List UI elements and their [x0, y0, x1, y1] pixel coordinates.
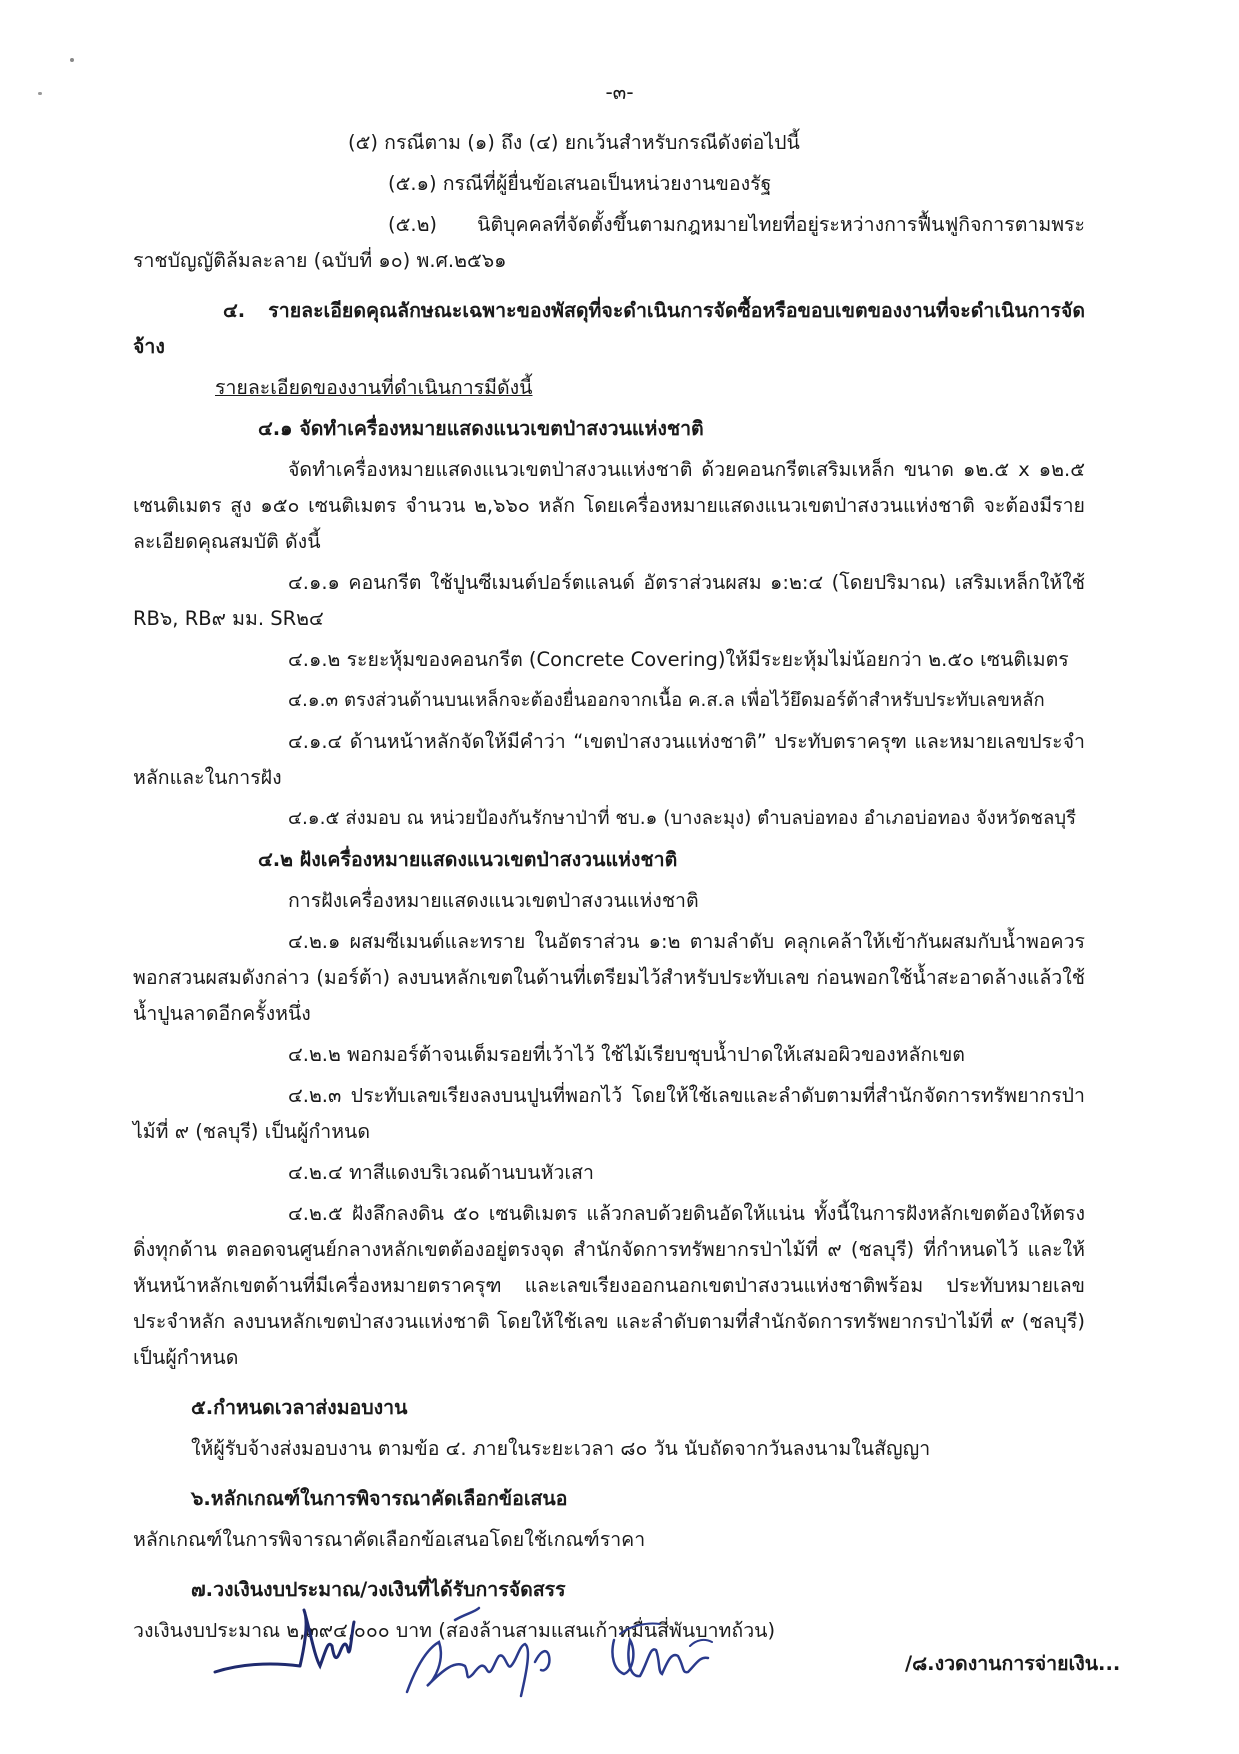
section-4-1-5: ๔.๑.๕ ส่งมอบ ณ หน่วยป้องกันรักษาป่าที่ ชบ.๑ (บางละมุง) ตำบลบ่อทอง อำเภอบ่อทอง จังหวัดชลบุรี	[288, 808, 1077, 829]
section-6-heading: ๖.หลักเกณฑ์ในการพิจารณาคัดเลือกข้อเสนอ	[191, 1487, 568, 1510]
document-body	[133, 125, 1085, 1654]
section-4-1-1: ๔.๑.๑ คอนกรีต ใช้ปูนซีเมนต์ปอร์ตแลนด์ อัตราส่วนผสม ๑:๒:๔ (โดยปริมาณ) เสริมเหล็กให้ใช้ RB๖, RB๙ มม. SR๒๔	[133, 571, 1085, 630]
section-4-2-2: ๔.๒.๒ พอกมอร์ต้าจนเต็มรอยที่เว้าไว้ ใช้ไม้เรียบชุบน้ำปาดให้เสมอผิวของหลักเขต	[288, 1043, 965, 1066]
section-5-heading: ๕.กำหนดเวลาส่งมอบงาน	[191, 1396, 408, 1419]
section-4-1-2: ๔.๑.๒ ระยะหุ้มของคอนกรีต (Concrete Covering)ให้มีระยะหุ้มไม่น้อยกว่า ๒.๕๐ เซนติเมตร	[288, 648, 1069, 671]
signature-3	[600, 1600, 730, 1700]
section-4-1-heading: ๔.๑ จัดทำเครื่องหมายแสดงแนวเขตป่าสงวนแห่งชาติ	[258, 417, 704, 440]
section-4-2-intro: การฝังเครื่องหมายแสดงแนวเขตป่าสงวนแห่งชาติ	[288, 889, 699, 912]
section-5-text: ให้ผู้รับจ้างส่งมอบงาน ตามข้อ ๔. ภายในระยะเวลา ๘๐ วัน นับถัดจากวันลงนามในสัญญา	[191, 1437, 931, 1460]
section-4-1-3: ๔.๑.๓ ตรงส่วนด้านบนเหล็กจะต้องยื่นออกจากเนื้อ ค.ส.ล เพื่อไว้ยึดมอร์ต้าสำหรับประทับเลขหลัก	[288, 690, 1045, 711]
page-number: -๓-	[605, 80, 634, 104]
item-5: (๕) กรณีตาม (๑) ถึง (๔) ยกเว้นสำหรับกรณีดังต่อไปนี้	[348, 131, 800, 154]
section-4-2-heading: ๔.๒ ฝังเครื่องหมายแสดงแนวเขตป่าสงวนแห่งชาติ	[258, 848, 678, 871]
section-4-2-4: ๔.๒.๔ ทาสีแดงบริเวณด้านบนหัวเสา	[288, 1161, 594, 1184]
item-5-2: (๕.๒) นิติบุคคลที่จัดตั้งขึ้นตามกฎหมายไทยที่อยู่ระหว่างการฟื้นฟูกิจการตามพระราชบัญญัติล้มละลาย (ฉบับที่ ๑๐) พ.ศ.๒๕๖๑	[133, 213, 1085, 272]
signature-2	[395, 1600, 595, 1710]
section-4-subheading: รายละเอียดของงานที่ดำเนินการมีดังนี้	[215, 376, 533, 399]
section-4-1-4: ๔.๑.๔ ด้านหน้าหลักจัดให้มีคำว่า “เขตป่าสงวนแห่งชาติ” ประทับตราครุฑ และหมายเลขประจำหลักและในการฝัง	[133, 730, 1085, 789]
section-4-2-5: ๔.๒.๕ ฝังลึกลงดิน ๕๐ เซนติเมตร แล้วกลบด้วยดินอัดให้แน่น ทั้งนี้ในการฝังหลักเขตต้องให้ตรงดิ่งทุกด้าน ตลอดจนศูนย์กลางหลักเขตต้องอยู่ตรงจุด สำนักจัดการทรัพยากรป่าไม้ที่ ๙ (ชลบุรี) ที่กำหนดไว้ และให้หันหน้าหลักเขตด้านที่มีเครื่องหมายตราครุฑ และเลขเรียงออกนอกเขตป่าสงวนแห่งชาติพร้อม ประทับหมายเลขประจำหลัก ลงบนหลักเขตป่าสงวนแห่งชาติ โดยให้ใช้เลข และลำดับตามที่สำนักจัดการทรัพยากรป่าไม้ที่ ๙ (ชลบุรี) เป็นผู้กำหนด	[133, 1202, 1085, 1369]
item-5-1: (๕.๑) กรณีที่ผู้ยื่นข้อเสนอเป็นหน่วยงานของรัฐ	[388, 172, 772, 195]
section-4-2-3: ๔.๒.๓ ประทับเลขเรียงลงบนปูนที่พอกไว้ โดยให้ใช้เลขและลำดับตามที่สำนักจัดการทรัพยากรป่าไม้ที่ ๙ (ชลบุรี) เป็นผู้กำหนด	[133, 1084, 1085, 1143]
signature-1	[210, 1600, 380, 1700]
section-6-text: หลักเกณฑ์ในการพิจารณาคัดเลือกข้อเสนอโดยใช้เกณฑ์ราคา	[133, 1528, 646, 1551]
section-7-heading: ๗.วงเงินงบประมาณ/วงเงินที่ได้รับการจัดสรร	[191, 1578, 566, 1601]
section-4-heading: ๔. รายละเอียดคุณลักษณะเฉพาะของพัสดุที่จะดำเนินการจัดซื้อหรือขอบเขตของงานที่จะดำเนินการจัดจ้าง	[133, 299, 1085, 358]
section-4-1-intro: จัดทำเครื่องหมายแสดงแนวเขตป่าสงวนแห่งชาติ ด้วยคอนกรีตเสริมเหล็ก ขนาด ๑๒.๕ x ๑๒.๕ เซนติเมตร สูง ๑๕๐ เซนติเมตร จำนวน ๒,๖๖๐ หลัก โดยเครื่องหมายแสดงแนวเขตป่าสงวนแห่งชาติ จะต้องมีรายละเอียดคุณสมบัติ ดังนี้	[133, 458, 1085, 553]
section-4-2-1: ๔.๒.๑ ผสมซีเมนต์และทราย ในอัตราส่วน ๑:๒ ตามลำดับ คลุกเคล้าให้เข้ากันผสมกับน้ำพอควร พอกสวนผสมดังกล่าว (มอร์ต้า) ลงบนหลักเขตในด้านที่เตรียมไว้สำหรับประทับเลข ก่อนพอกใช้น้ำสะอาดล้างแล้วใช้น้ำปูนลาดอีกครั้งหนึ่ง	[133, 930, 1085, 1025]
next-page-continuation: /๘.งวดงานการจ่ายเงิน...	[905, 1652, 1121, 1675]
scan-speck	[70, 58, 74, 62]
section-7-text: วงเงินงบประมาณ ๒,๓๙๔,๐๐๐ บาท (สองล้านสามแสนเก้าหมื่นสี่พันบาทถ้วน)	[133, 1619, 776, 1642]
